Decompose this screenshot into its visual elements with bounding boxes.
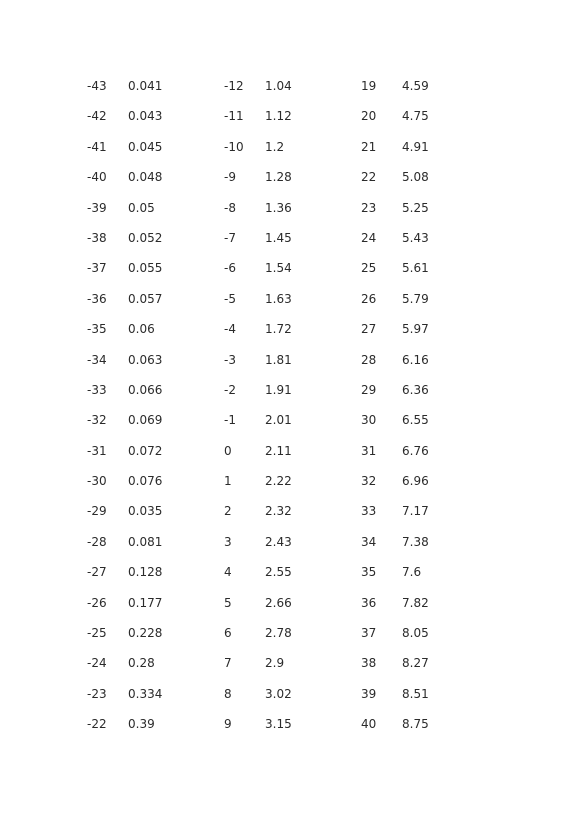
- row-value: 2.66: [265, 595, 292, 610]
- row-value: 5.08: [402, 170, 429, 185]
- table-row: [361, 76, 462, 106]
- table-row: [87, 380, 188, 410]
- table-row: [224, 593, 325, 623]
- row-key: 37: [361, 626, 377, 641]
- row-value: 0.048: [128, 170, 163, 185]
- row-value: 2.55: [265, 565, 292, 580]
- row-value: 1.2: [265, 139, 285, 154]
- table-row: [87, 167, 188, 197]
- table-row: [87, 76, 188, 106]
- table-row: [224, 319, 325, 349]
- row-value: 2.32: [265, 504, 292, 519]
- row-value: 0.055: [128, 261, 163, 276]
- table-row: [361, 501, 462, 531]
- row-key: 0: [224, 443, 232, 458]
- table-row: [224, 532, 325, 562]
- table-row: [87, 228, 188, 258]
- row-key: 24: [361, 230, 377, 245]
- row-key: 7: [224, 656, 232, 671]
- table-row: [361, 441, 462, 471]
- row-value: 0.334: [128, 686, 163, 701]
- row-value: 5.79: [402, 291, 429, 306]
- table-row: [224, 350, 325, 380]
- row-key: -39: [87, 200, 107, 215]
- row-value: 0.045: [128, 139, 163, 154]
- row-value: 2.01: [265, 413, 292, 428]
- table-column-1: [87, 76, 188, 745]
- table-row: [224, 137, 325, 167]
- table-row: [361, 380, 462, 410]
- row-value: 1.54: [265, 261, 292, 276]
- row-key: -33: [87, 382, 107, 397]
- row-key: -9: [224, 170, 236, 185]
- row-value: 0.041: [128, 79, 163, 93]
- table-row: [224, 684, 325, 714]
- table-row: [224, 441, 325, 471]
- row-value: 4.75: [402, 109, 429, 124]
- row-value: 3.15: [265, 717, 292, 732]
- table-row: [224, 653, 325, 683]
- row-key: -28: [87, 534, 107, 549]
- row-key: -34: [87, 352, 107, 367]
- table-row: [361, 714, 462, 744]
- row-value: 5.25: [402, 200, 429, 215]
- row-value: 2.22: [265, 474, 292, 489]
- row-key: 21: [361, 139, 377, 154]
- row-key: 5: [224, 595, 232, 610]
- row-value: 0.072: [128, 443, 163, 458]
- row-key: -10: [224, 139, 244, 154]
- row-key: -1: [224, 413, 236, 428]
- row-key: 29: [361, 382, 377, 397]
- row-value: 6.55: [402, 413, 429, 428]
- row-value: 8.51: [402, 686, 429, 701]
- table-row: [87, 684, 188, 714]
- table-row: [361, 532, 462, 562]
- row-key: -23: [87, 686, 107, 701]
- row-key: -7: [224, 230, 236, 245]
- table-row: [224, 258, 325, 288]
- row-key: 6: [224, 626, 232, 641]
- row-value: 4.91: [402, 139, 429, 154]
- table-row: [224, 289, 325, 319]
- table-row: [361, 471, 462, 501]
- table-row: [361, 228, 462, 258]
- row-value: 0.052: [128, 230, 163, 245]
- table-column-3: [361, 76, 462, 745]
- row-value: 1.04: [265, 79, 292, 93]
- row-key: 8: [224, 686, 232, 701]
- row-value: 2.43: [265, 534, 292, 549]
- table-row: [361, 137, 462, 167]
- table-row: [361, 562, 462, 592]
- table-row: [224, 562, 325, 592]
- row-key: 26: [361, 291, 377, 306]
- row-value: 7.38: [402, 534, 429, 549]
- row-value: 5.43: [402, 230, 429, 245]
- table-row: [224, 76, 325, 106]
- row-value: 5.61: [402, 261, 429, 276]
- row-value: 6.76: [402, 443, 429, 458]
- table-row: [87, 532, 188, 562]
- table-row: [87, 198, 188, 228]
- table-row: [361, 258, 462, 288]
- table-row: [87, 593, 188, 623]
- row-value: 4.59: [402, 79, 429, 93]
- table-row: [361, 623, 462, 653]
- row-value: 0.057: [128, 291, 163, 306]
- table-row: [361, 350, 462, 380]
- row-value: 8.27: [402, 656, 429, 671]
- row-key: 23: [361, 200, 377, 215]
- row-key: 40: [361, 717, 377, 732]
- row-value: 0.081: [128, 534, 163, 549]
- table-row: [224, 228, 325, 258]
- row-key: -8: [224, 200, 236, 215]
- row-key: 32: [361, 474, 377, 489]
- row-value: 0.228: [128, 626, 163, 641]
- row-value: 1.45: [265, 230, 292, 245]
- row-key: -30: [87, 474, 107, 489]
- row-key: -35: [87, 322, 107, 337]
- row-key: 27: [361, 322, 377, 337]
- table-row: [361, 106, 462, 136]
- row-key: 3: [224, 534, 232, 549]
- row-key: -37: [87, 261, 107, 276]
- row-key: -2: [224, 382, 236, 397]
- table-row: [224, 198, 325, 228]
- row-value: 0.076: [128, 474, 163, 489]
- table-row: [361, 410, 462, 440]
- row-key: -40: [87, 170, 107, 185]
- row-value: 1.72: [265, 322, 292, 337]
- table-row: [87, 106, 188, 136]
- row-key: -25: [87, 626, 107, 641]
- row-key: -24: [87, 656, 107, 671]
- row-value: 1.12: [265, 109, 292, 124]
- row-key: -32: [87, 413, 107, 428]
- row-key: -41: [87, 139, 107, 154]
- row-key: -3: [224, 352, 236, 367]
- row-value: 1.81: [265, 352, 292, 367]
- table-row: [87, 471, 188, 501]
- row-key: 22: [361, 170, 377, 185]
- row-value: 2.11: [265, 443, 292, 458]
- table-row: [87, 410, 188, 440]
- table-row: [361, 684, 462, 714]
- table-row: [87, 653, 188, 683]
- row-value: 1.91: [265, 382, 292, 397]
- row-value: 0.066: [128, 382, 163, 397]
- row-value: 0.177: [128, 595, 163, 610]
- table-column-2: [224, 76, 325, 745]
- row-key: -26: [87, 595, 107, 610]
- row-value: 0.069: [128, 413, 163, 428]
- row-key: -11: [224, 109, 244, 124]
- row-value: 2.9: [265, 656, 285, 671]
- table-row: [361, 198, 462, 228]
- table-row: [87, 350, 188, 380]
- row-value: 8.75: [402, 717, 429, 732]
- table-row: [87, 258, 188, 288]
- row-value: 1.28: [265, 170, 292, 185]
- table-row: [87, 137, 188, 167]
- row-value: 2.78: [265, 626, 292, 641]
- table-row: [87, 714, 188, 744]
- row-key: 9: [224, 717, 232, 732]
- table-row: [224, 410, 325, 440]
- row-value: 7.17: [402, 504, 429, 519]
- row-key: 1: [224, 474, 232, 489]
- row-value: 0.05: [128, 200, 155, 215]
- row-value: 6.36: [402, 382, 429, 397]
- row-key: 34: [361, 534, 377, 549]
- row-value: 0.39: [128, 717, 155, 732]
- row-key: 28: [361, 352, 377, 367]
- row-key: 19: [361, 79, 377, 93]
- row-key: 33: [361, 504, 377, 519]
- table-row: [224, 623, 325, 653]
- row-value: 0.128: [128, 565, 163, 580]
- row-key: -42: [87, 109, 107, 124]
- row-key: -31: [87, 443, 107, 458]
- table-row: [87, 319, 188, 349]
- row-key: -22: [87, 717, 107, 732]
- table-row: [361, 167, 462, 197]
- table-row: [224, 380, 325, 410]
- row-key: -29: [87, 504, 107, 519]
- table-row: [87, 501, 188, 531]
- row-key: 20: [361, 109, 377, 124]
- table-row: [224, 501, 325, 531]
- row-key: -27: [87, 565, 107, 580]
- table-row: [361, 319, 462, 349]
- table-row: [224, 167, 325, 197]
- row-value: 0.28: [128, 656, 155, 671]
- row-key: 39: [361, 686, 377, 701]
- table-row: [361, 289, 462, 319]
- row-value: 0.035: [128, 504, 163, 519]
- row-key: -4: [224, 322, 236, 337]
- row-value: 1.36: [265, 200, 292, 215]
- row-key: 36: [361, 595, 377, 610]
- row-value: 5.97: [402, 322, 429, 337]
- row-key: 2: [224, 504, 232, 519]
- table-row: [224, 471, 325, 501]
- row-key: -36: [87, 291, 107, 306]
- row-key: 38: [361, 656, 377, 671]
- row-value: 0.06: [128, 322, 155, 337]
- row-value: 6.96: [402, 474, 429, 489]
- table-row: [87, 623, 188, 653]
- table-row: [87, 289, 188, 319]
- table-row: [224, 714, 325, 744]
- row-value: 0.063: [128, 352, 163, 367]
- row-value: 7.82: [402, 595, 429, 610]
- row-value: 1.63: [265, 291, 292, 306]
- row-key: 4: [224, 565, 232, 580]
- row-key: 31: [361, 443, 377, 458]
- row-value: 7.6: [402, 565, 422, 580]
- row-key: -38: [87, 230, 107, 245]
- row-key: 35: [361, 565, 377, 580]
- row-key: -6: [224, 261, 236, 276]
- row-value: 3.02: [265, 686, 292, 701]
- row-key: -5: [224, 291, 236, 306]
- row-key: 30: [361, 413, 377, 428]
- row-value: 8.05: [402, 626, 429, 641]
- table-row: [224, 106, 325, 136]
- row-key: -43: [87, 79, 107, 93]
- row-value: 0.043: [128, 109, 163, 124]
- table-row: [87, 562, 188, 592]
- table-row: [361, 653, 462, 683]
- row-key: 25: [361, 261, 377, 276]
- row-value: 6.16: [402, 352, 429, 367]
- table-row: [87, 441, 188, 471]
- table-row: [361, 593, 462, 623]
- row-key: -12: [224, 79, 244, 93]
